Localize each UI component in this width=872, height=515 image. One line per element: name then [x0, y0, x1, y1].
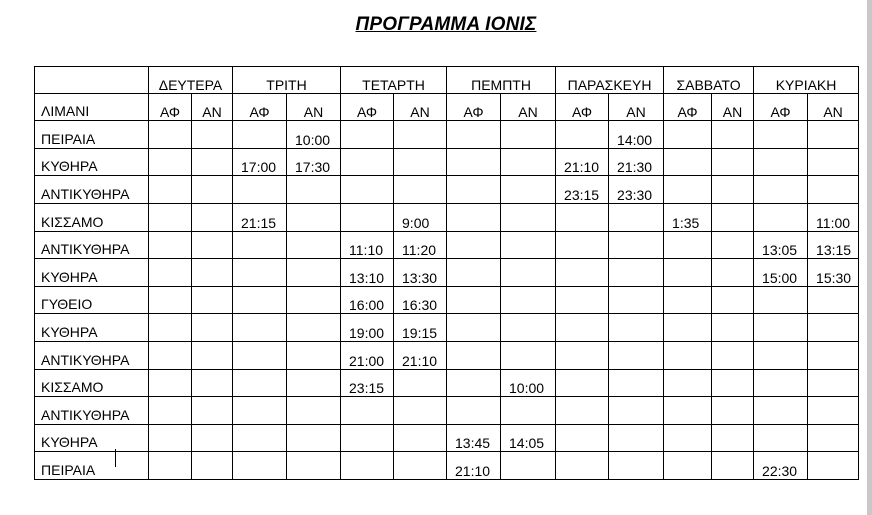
text-cursor — [115, 449, 116, 467]
time-cell: 11:10 — [341, 231, 394, 259]
arrival-header: ΑΝ — [394, 93, 447, 121]
time-cell — [233, 424, 287, 452]
time-cell — [394, 176, 447, 204]
time-cell — [609, 314, 664, 342]
time-cell — [754, 424, 808, 452]
time-cell — [447, 203, 501, 231]
departure-header: ΑΦ — [664, 93, 712, 121]
time-cell: 16:00 — [341, 286, 394, 314]
time-cell — [287, 452, 341, 480]
table-row — [35, 286, 859, 314]
port-name-cell: ΠΕΙΡΑΙΑ — [35, 121, 149, 149]
time-cell — [287, 341, 341, 369]
document-title: ΠΡΟΓΡΑΜΜΑ ΙΟΝΙΣ — [355, 14, 537, 35]
time-cell: 21:10 — [556, 148, 609, 176]
time-cell: 11:20 — [394, 231, 447, 259]
time-cell — [609, 369, 664, 397]
day-header: ΤΡΙΤΗ — [233, 67, 341, 94]
time-cell — [808, 424, 859, 452]
time-cell — [754, 176, 808, 204]
time-cell — [149, 259, 192, 287]
time-cell — [341, 176, 394, 204]
port-name-cell: ΚΙΣΣΑΜΟ — [35, 203, 149, 231]
time-cell — [609, 424, 664, 452]
time-cell: 15:00 — [754, 259, 808, 287]
time-cell — [556, 397, 609, 425]
time-cell — [192, 452, 233, 480]
time-cell — [664, 369, 712, 397]
time-cell — [149, 121, 192, 149]
time-cell — [501, 203, 556, 231]
port-name-cell: ΑΝΤΙΚΥΘΗΡΑ — [35, 397, 149, 425]
time-cell: 10:00 — [287, 121, 341, 149]
table-row — [35, 259, 859, 287]
window-edge-bar — [867, 0, 872, 515]
time-cell — [808, 452, 859, 480]
time-cell — [447, 397, 501, 425]
time-cell — [447, 176, 501, 204]
time-cell — [149, 452, 192, 480]
schedule-table — [34, 66, 859, 480]
table-row — [35, 452, 859, 480]
time-cell — [233, 397, 287, 425]
time-cell — [808, 286, 859, 314]
time-cell — [808, 397, 859, 425]
time-cell: 22:30 — [754, 452, 808, 480]
time-cell — [808, 369, 859, 397]
time-cell — [287, 176, 341, 204]
time-cell: 17:30 — [287, 148, 341, 176]
time-cell — [808, 176, 859, 204]
table-row — [35, 121, 859, 149]
port-name-cell: ΚΥΘΗΡΑ — [35, 314, 149, 342]
time-cell: 10:00 — [501, 369, 556, 397]
arrival-header: ΑΝ — [192, 93, 233, 121]
time-cell — [233, 259, 287, 287]
arrival-header: ΑΝ — [712, 93, 754, 121]
time-cell — [192, 203, 233, 231]
time-cell — [287, 259, 341, 287]
time-cell — [447, 341, 501, 369]
time-cell: 21:30 — [609, 148, 664, 176]
time-cell — [664, 176, 712, 204]
time-cell — [233, 231, 287, 259]
time-cell — [447, 148, 501, 176]
time-cell — [341, 203, 394, 231]
time-cell: 13:10 — [341, 259, 394, 287]
time-cell — [609, 286, 664, 314]
time-cell — [394, 452, 447, 480]
time-cell — [192, 397, 233, 425]
time-cell: 13:45 — [447, 424, 501, 452]
sub-header-row — [35, 93, 859, 121]
time-cell — [501, 452, 556, 480]
time-cell — [287, 314, 341, 342]
time-cell — [754, 341, 808, 369]
table-row — [35, 424, 859, 452]
time-cell — [341, 452, 394, 480]
time-cell: 21:00 — [341, 341, 394, 369]
time-cell — [501, 314, 556, 342]
day-header-row — [35, 67, 859, 94]
departure-header: ΑΦ — [447, 93, 501, 121]
arrival-header: ΑΝ — [609, 93, 664, 121]
time-cell — [556, 259, 609, 287]
port-name-cell: ΚΥΘΗΡΑ — [35, 424, 149, 452]
table-row — [35, 231, 859, 259]
table-row — [35, 314, 859, 342]
time-cell — [754, 121, 808, 149]
time-cell — [556, 121, 609, 149]
time-cell — [192, 259, 233, 287]
time-cell: 23:30 — [609, 176, 664, 204]
time-cell — [712, 369, 754, 397]
time-cell — [233, 314, 287, 342]
time-cell — [664, 259, 712, 287]
time-cell — [664, 424, 712, 452]
time-cell — [712, 231, 754, 259]
time-cell — [808, 341, 859, 369]
time-cell — [233, 286, 287, 314]
time-cell — [754, 203, 808, 231]
time-cell — [664, 452, 712, 480]
time-cell — [192, 314, 233, 342]
time-cell — [149, 176, 192, 204]
time-cell — [664, 397, 712, 425]
time-cell — [149, 231, 192, 259]
time-cell: 21:10 — [394, 341, 447, 369]
time-cell — [192, 121, 233, 149]
time-cell — [149, 341, 192, 369]
table-row — [35, 341, 859, 369]
time-cell — [556, 369, 609, 397]
table-row — [35, 148, 859, 176]
port-column-header: ΛΙΜΑΝΙ — [35, 93, 149, 121]
time-cell — [192, 148, 233, 176]
time-cell: 1:35 — [664, 203, 712, 231]
time-cell — [501, 121, 556, 149]
time-cell — [341, 397, 394, 425]
arrival-header: ΑΝ — [808, 93, 859, 121]
table-row — [35, 369, 859, 397]
time-cell — [447, 121, 501, 149]
time-cell — [556, 452, 609, 480]
time-cell — [149, 148, 192, 176]
time-cell — [233, 176, 287, 204]
time-cell — [287, 231, 341, 259]
time-cell — [556, 203, 609, 231]
time-cell — [609, 203, 664, 231]
time-cell — [501, 176, 556, 204]
time-cell: 21:10 — [447, 452, 501, 480]
day-header: ΣΑΒΒΑΤΟ — [664, 67, 754, 94]
arrival-header: ΑΝ — [501, 93, 556, 121]
time-cell — [149, 369, 192, 397]
time-cell — [556, 286, 609, 314]
time-cell — [447, 259, 501, 287]
time-cell — [233, 369, 287, 397]
time-cell — [287, 203, 341, 231]
time-cell — [712, 259, 754, 287]
time-cell — [394, 121, 447, 149]
time-cell — [712, 397, 754, 425]
time-cell — [192, 424, 233, 452]
port-name-cell: ΑΝΤΙΚΥΘΗΡΑ — [35, 176, 149, 204]
time-cell: 11:00 — [808, 203, 859, 231]
time-cell — [394, 397, 447, 425]
time-cell: 21:15 — [233, 203, 287, 231]
time-cell: 13:30 — [394, 259, 447, 287]
time-cell — [712, 203, 754, 231]
time-cell — [149, 424, 192, 452]
time-cell — [501, 259, 556, 287]
time-cell: 17:00 — [233, 148, 287, 176]
time-cell — [501, 397, 556, 425]
port-name-cell: ΚΥΘΗΡΑ — [35, 259, 149, 287]
time-cell — [287, 369, 341, 397]
time-cell — [341, 148, 394, 176]
time-cell — [341, 121, 394, 149]
time-cell — [712, 341, 754, 369]
time-cell: 15:30 — [808, 259, 859, 287]
time-cell — [712, 176, 754, 204]
departure-header: ΑΦ — [233, 93, 287, 121]
time-cell — [712, 452, 754, 480]
port-name-cell: ΚΙΣΣΑΜΟ — [35, 369, 149, 397]
time-cell — [447, 314, 501, 342]
time-cell — [754, 397, 808, 425]
time-cell — [609, 341, 664, 369]
time-cell — [609, 397, 664, 425]
time-cell — [233, 452, 287, 480]
day-header: ΔΕΥΤΕΡΑ — [149, 67, 233, 94]
time-cell: 14:05 — [501, 424, 556, 452]
time-cell: 19:15 — [394, 314, 447, 342]
time-cell — [501, 341, 556, 369]
table-row — [35, 176, 859, 204]
time-cell: 16:30 — [394, 286, 447, 314]
time-cell — [664, 341, 712, 369]
time-cell — [447, 286, 501, 314]
time-cell — [394, 424, 447, 452]
day-header: ΤΕΤΑΡΤΗ — [341, 67, 447, 94]
time-cell — [808, 314, 859, 342]
time-cell — [712, 424, 754, 452]
time-cell — [754, 148, 808, 176]
time-cell — [341, 424, 394, 452]
time-cell — [664, 231, 712, 259]
time-cell — [712, 286, 754, 314]
time-cell — [192, 369, 233, 397]
port-name-cell: ΑΝΤΙΚΥΘΗΡΑ — [35, 231, 149, 259]
time-cell — [664, 121, 712, 149]
time-cell — [609, 231, 664, 259]
departure-header: ΑΦ — [754, 93, 808, 121]
time-cell: 23:15 — [341, 369, 394, 397]
day-header: ΠΑΡΑΣΚΕΥΗ — [556, 67, 664, 94]
time-cell — [149, 314, 192, 342]
time-cell — [501, 148, 556, 176]
time-cell — [192, 176, 233, 204]
time-cell — [556, 341, 609, 369]
table-row — [35, 397, 859, 425]
header-corner-cell — [35, 67, 149, 94]
departure-header: ΑΦ — [341, 93, 394, 121]
table-row — [35, 203, 859, 231]
time-cell — [287, 286, 341, 314]
time-cell: 13:05 — [754, 231, 808, 259]
time-cell — [754, 286, 808, 314]
time-cell — [556, 314, 609, 342]
day-header: ΚΥΡΙΑΚΗ — [754, 67, 859, 94]
port-name-cell: ΠΕΙΡΑΙΑ — [35, 452, 149, 480]
time-cell — [556, 424, 609, 452]
time-cell — [664, 148, 712, 176]
time-cell — [233, 341, 287, 369]
port-name-cell: ΓΥΘΕΙΟ — [35, 286, 149, 314]
day-header: ΠΕΜΠΤΗ — [447, 67, 556, 94]
time-cell — [192, 341, 233, 369]
time-cell — [808, 121, 859, 149]
time-cell — [712, 314, 754, 342]
time-cell — [192, 286, 233, 314]
time-cell — [447, 369, 501, 397]
time-cell — [609, 452, 664, 480]
arrival-header: ΑΝ — [287, 93, 341, 121]
time-cell — [287, 424, 341, 452]
time-cell — [149, 286, 192, 314]
time-cell — [501, 286, 556, 314]
time-cell: 23:15 — [556, 176, 609, 204]
time-cell — [609, 259, 664, 287]
time-cell — [808, 148, 859, 176]
time-cell — [712, 121, 754, 149]
time-cell — [149, 397, 192, 425]
port-name-cell: ΑΝΤΙΚΥΘΗΡΑ — [35, 341, 149, 369]
port-name-cell: ΚΥΘΗΡΑ — [35, 148, 149, 176]
time-cell — [149, 203, 192, 231]
time-cell — [447, 231, 501, 259]
departure-header: ΑΦ — [556, 93, 609, 121]
time-cell — [754, 314, 808, 342]
time-cell: 14:00 — [609, 121, 664, 149]
time-cell — [664, 286, 712, 314]
time-cell: 9:00 — [394, 203, 447, 231]
time-cell: 19:00 — [341, 314, 394, 342]
departure-header: ΑΦ — [149, 93, 192, 121]
time-cell — [712, 148, 754, 176]
time-cell — [501, 231, 556, 259]
time-cell — [233, 121, 287, 149]
time-cell — [394, 148, 447, 176]
time-cell — [556, 231, 609, 259]
time-cell — [192, 231, 233, 259]
time-cell: 13:15 — [808, 231, 859, 259]
time-cell — [394, 369, 447, 397]
time-cell — [664, 314, 712, 342]
time-cell — [754, 369, 808, 397]
time-cell — [287, 397, 341, 425]
